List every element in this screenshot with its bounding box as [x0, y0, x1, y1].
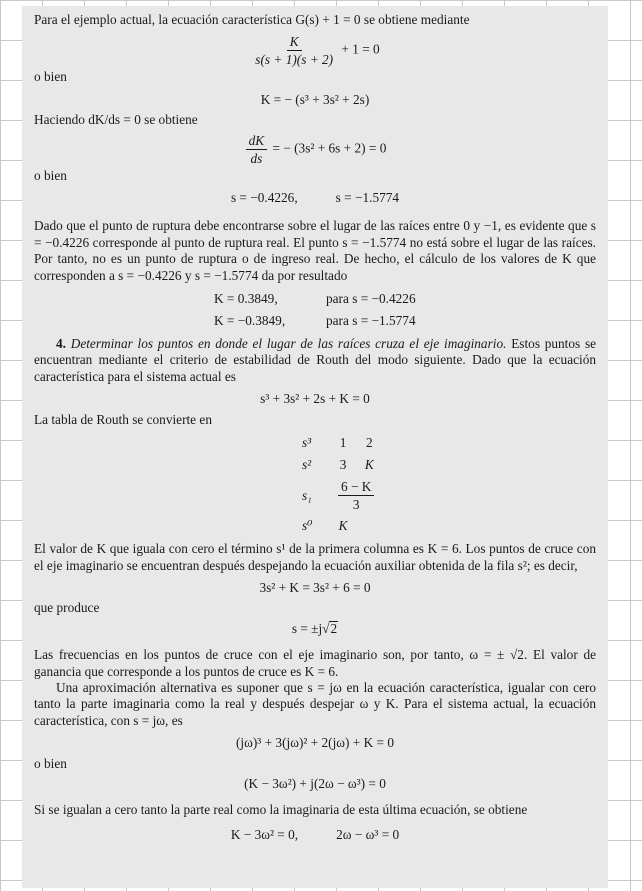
- routh-row-label: s⁰: [302, 518, 313, 534]
- routh-cell: 2: [365, 435, 373, 451]
- equation-k-expression: K = − (s³ + 3s² + 2s): [260, 91, 370, 107]
- root-2: s = −1.5774: [335, 190, 400, 206]
- s-value: para s = −0.4226: [326, 291, 416, 307]
- paragraph-intro: Para el ejemplo actual, la ecuación característica G(s) + 1 = 0 se obtiene mediante: [34, 12, 470, 27]
- equation-final: [34, 827, 596, 843]
- routh-fraction-numerator: 6 − K: [338, 479, 374, 496]
- routh-cell: 1: [339, 435, 347, 451]
- paragraph-k-equals-6: El valor de K que iguala con cero el término s¹ de la primera columna es K = 6. Los puntos de cruce con el eje imaginario se encuentran después despejando la ecuación auxiliar obtenida de la fila s²; es decir,: [34, 541, 596, 573]
- routh-row-label: s²: [302, 457, 312, 473]
- routh-row: [302, 515, 382, 537]
- fraction-denominator: s(s + 1)(s + 2): [255, 52, 334, 68]
- paragraph-alternative: Una aproximación alternativa es suponer que s = jω en la ecuación característica, igualar con cero tanto la parte imaginaria como la real y después despejar ω y K. Para el sistema actual, la ecuación característica, con s = jω, es: [34, 679, 596, 728]
- text-que-produce: que produce: [34, 600, 100, 616]
- paragraph-dk-ds: Haciendo dK/ds = 0 se obtiene: [34, 112, 198, 128]
- fraction-derivative: [246, 133, 268, 166]
- final-imag: 2ω − ω³ = 0: [336, 826, 400, 842]
- k-values-row: [214, 288, 416, 310]
- routh-row: [302, 454, 382, 476]
- routh-row-label: s₁: [302, 487, 312, 503]
- equation-rest: + 1 = 0: [341, 41, 380, 57]
- routh-cell-empty: [356, 515, 382, 537]
- routh-cell-fraction: [330, 476, 382, 515]
- routh-cell: K: [338, 518, 348, 534]
- equation-derivative: [34, 133, 596, 166]
- fraction: [252, 34, 336, 67]
- paragraph-step-4: [34, 336, 596, 385]
- routh-fraction-denominator: 3: [352, 497, 360, 513]
- equation-real-imag: (K − 3ω²) + j(2ω − ω³) = 0: [244, 775, 386, 791]
- routh-fraction: [338, 479, 374, 512]
- routh-row: [302, 432, 382, 454]
- equation-auxiliary: 3s² + K = 3s² + 6 = 0: [259, 579, 371, 595]
- derivative-numerator: dK: [246, 133, 268, 150]
- k-values-table: [214, 288, 416, 332]
- paragraph-frequencies: Las frecuencias en los puntos de cruce con el eje imaginario son, por tanto, ω = ± √2. El valor de ganancia que corresponde a los puntos de cruce es K = 6.: [34, 647, 596, 679]
- equation-jw-substitution: (jω)³ + 3(jω)² + 2(jω) + K = 0: [235, 735, 395, 751]
- fraction-numerator: K: [287, 34, 302, 51]
- paragraph-routh-intro: La tabla de Routh se convierte en: [34, 411, 212, 427]
- root-1: s = −0.4226,: [230, 190, 298, 206]
- step-body: Estos puntos se encuentran mediante el criterio de estabilidad de Routh del modo siguiente. Dado que la ecuación característica para el sistema actual es: [34, 336, 597, 384]
- text-o-bien-2: o bien: [34, 167, 67, 183]
- routh-row: [302, 476, 382, 515]
- text-o-bien-1: o bien: [34, 69, 67, 85]
- paragraph-equate-zero: Si se igualan a cero tanto la parte real como la imaginaria de esta última ecuación, se obtiene: [34, 802, 528, 818]
- crossing-lhs: s = ±j: [291, 620, 323, 636]
- k-values-row: [214, 310, 416, 332]
- equation-roots: [34, 190, 596, 206]
- document-page: [22, 6, 608, 888]
- derivative-rest: = − (3s² + 6s + 2) = 0: [272, 140, 387, 156]
- equation-characteristic-fraction: [34, 34, 596, 67]
- routh-table: [302, 432, 382, 537]
- sqrt-radicand: 2: [330, 620, 338, 636]
- routh-cell: K: [364, 457, 374, 473]
- derivative-denominator: ds: [250, 150, 263, 166]
- step-number: 4.: [56, 336, 66, 352]
- text-o-bien-3: o bien: [34, 755, 67, 771]
- k-value: K = −0.3849,: [214, 313, 286, 329]
- k-value: K = 0.3849,: [214, 291, 278, 307]
- equation-crossing-points: [34, 621, 596, 637]
- sqrt-sign: √: [322, 620, 330, 636]
- paragraph-breakaway: Dado que el punto de ruptura debe encontrarse sobre el lugar de las raíces entre 0 y −1, es evidente que s = −0.4226 corresponde al punto de ruptura real. El punto s = −1.5774 no está sobre el lugar de las raíces. Por tanto, no es un punto de ruptura o de ingreso real. De hecho, el cálculo de los valores de K que corresponden a s = −0.4226 y s = −1.5774 da por resultado: [34, 218, 596, 283]
- s-value: para s = −1.5774: [326, 313, 416, 329]
- step-title: Determinar los puntos en donde el lugar de las raíces cruza el eje imaginario.: [70, 336, 507, 352]
- equation-characteristic-poly: s³ + 3s² + 2s + K = 0: [260, 391, 370, 407]
- routh-cell: 3: [339, 457, 347, 473]
- routh-row-label: s³: [302, 435, 312, 451]
- final-real: K − 3ω² = 0,: [230, 826, 299, 842]
